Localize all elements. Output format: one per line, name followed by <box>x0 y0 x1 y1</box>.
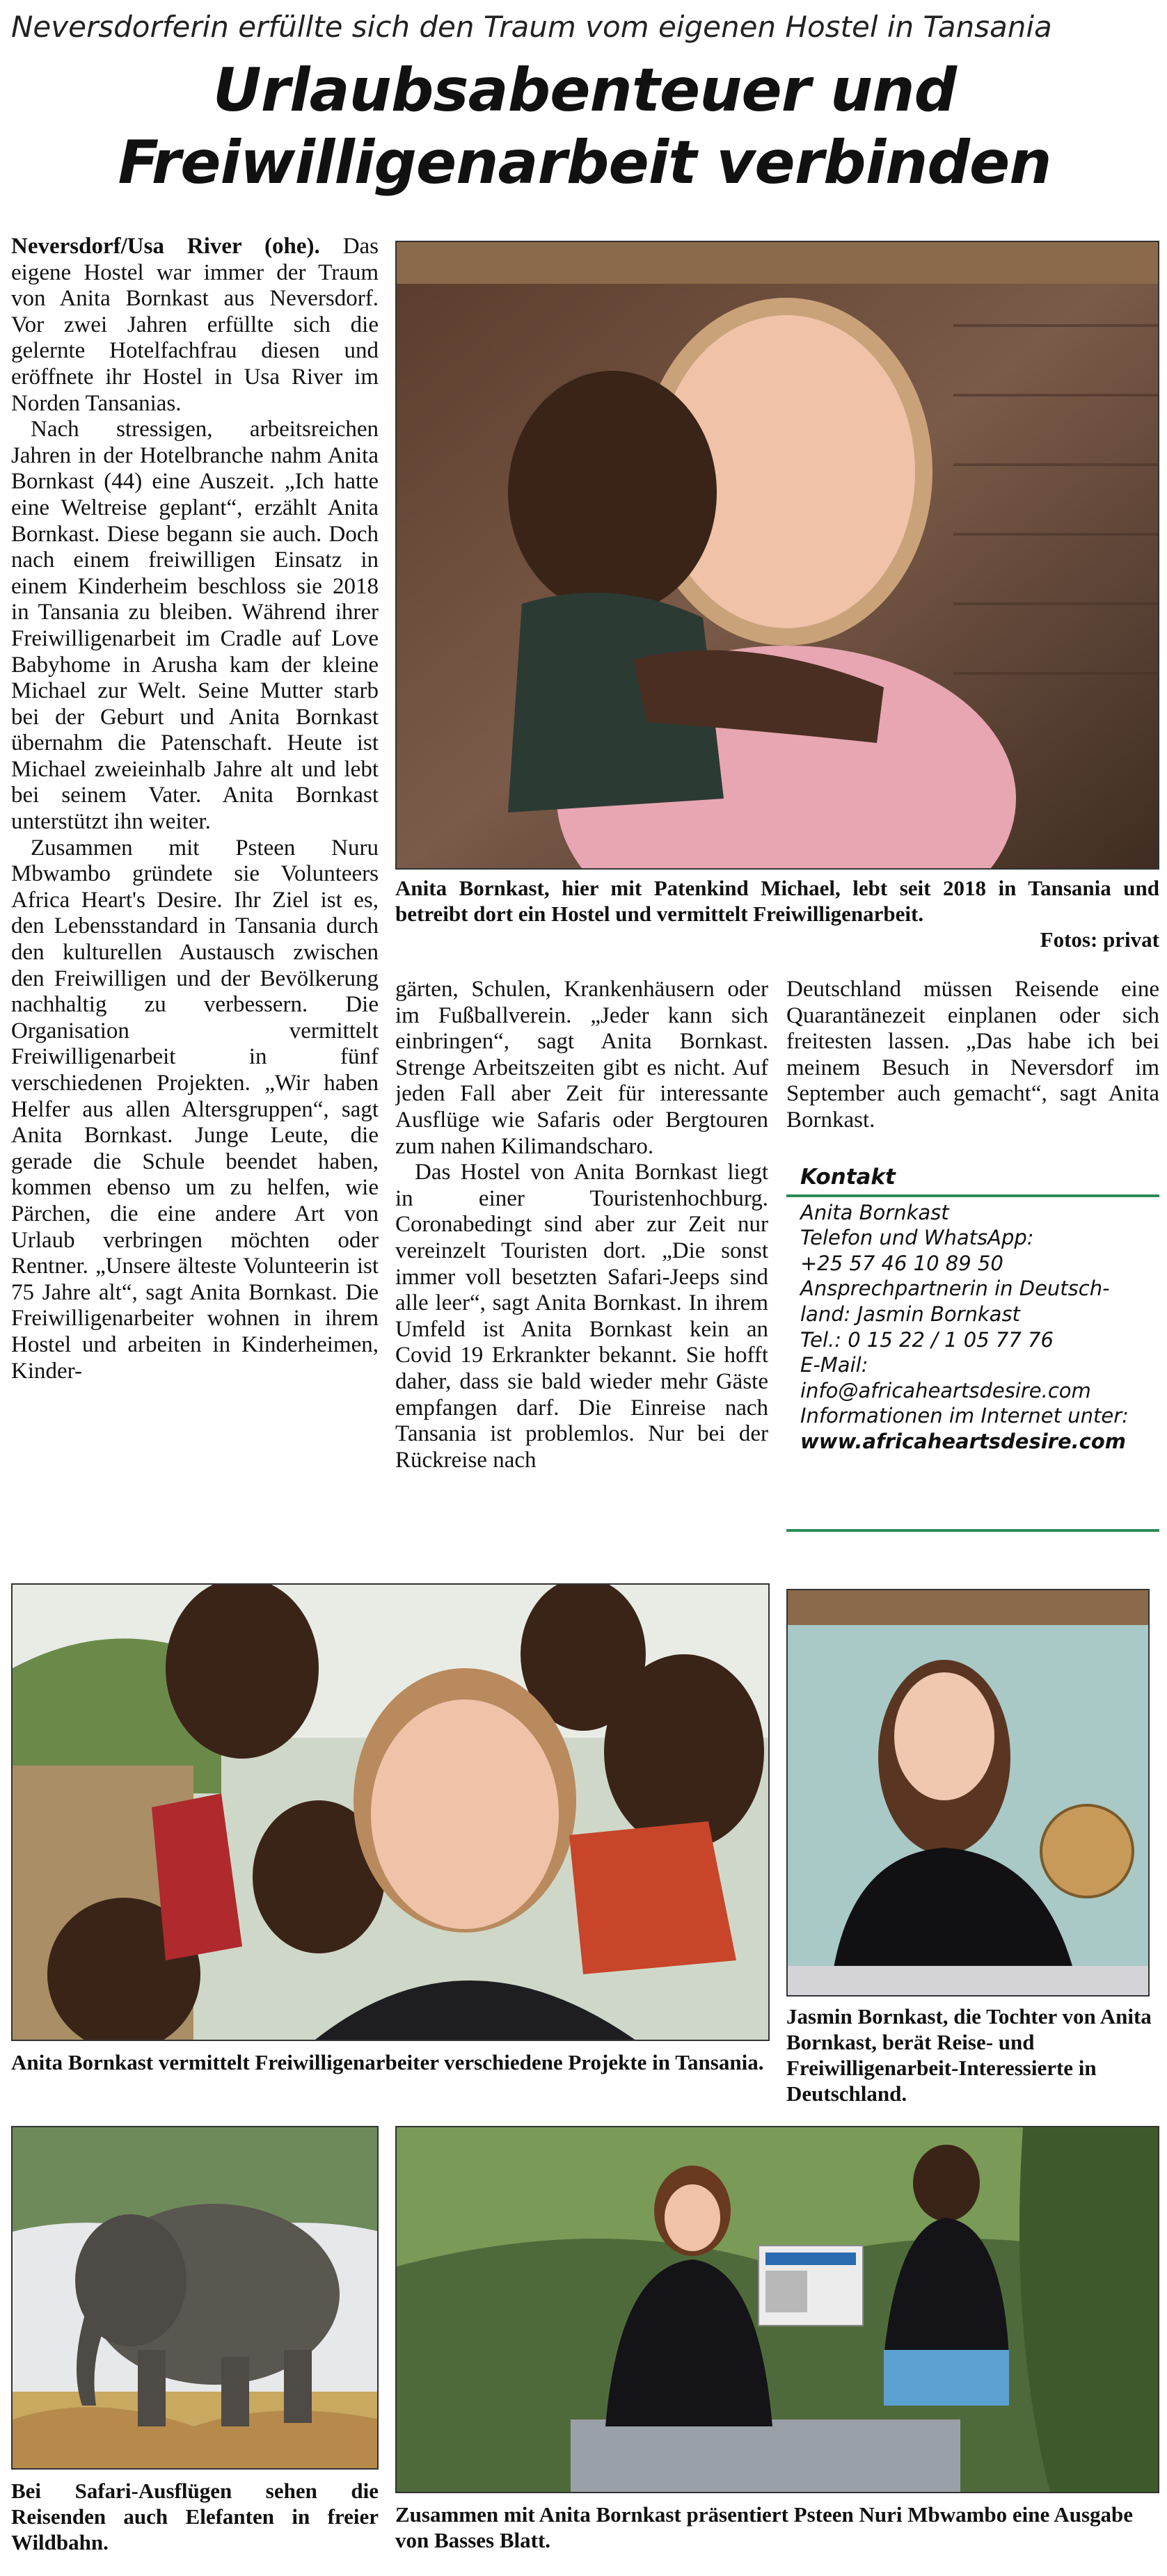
photo-newspaper-presentation-image <box>397 2127 1159 2493</box>
photo-jasmin-with-globe <box>786 1589 1150 1997</box>
kontakt-line: Telefon und WhatsApp: <box>800 1226 1034 1250</box>
kontakt-line: E-Mail: <box>800 1353 868 1377</box>
kontakt-title: Kontakt <box>786 1160 1159 1197</box>
photo-jasmin-with-globe-image <box>788 1590 1150 1997</box>
kicker: Neversdorferin erfüllte sich den Traum vom eigenen Hostel in Tansania <box>11 10 1052 44</box>
headline <box>42 54 1127 199</box>
headline-line-2: Freiwilligenarbeit verbinden <box>118 128 1051 198</box>
article-column-1 <box>11 234 379 1542</box>
photo-elephant-image <box>13 2127 379 2470</box>
photo-anita-with-children <box>11 1583 770 2041</box>
kontakt-website-link[interactable]: www.africaheartsdesire.com <box>800 1429 1126 1453</box>
caption-elephant-photo: Bei Safari-Ausflügen sehen die Reisenden auch Elefanten in freier Wildbahn. <box>11 2479 379 2554</box>
article-paragraph-4: gärten, Schulen, Krankenhäusern oder im Fußballverein. „Jeder kann sich einbringen“, sagt Anita Bornkast. Strenge Arbeitszeiten gibt es nicht. Auf jeden Fall aber Zeit für interessante Ausflüge wie Safaris oder Bergtouren zum nahen Kilimandscharo. <box>395 977 768 1159</box>
kontakt-line: Informationen im Internet unter: <box>800 1404 1129 1428</box>
photo-anita-with-michael <box>395 241 1159 870</box>
photo-newspaper-presentation <box>395 2126 1159 2493</box>
kontakt-line: Tel.: 0 15 22 / 1 05 77 76 <box>800 1327 1054 1352</box>
photo-credit: Fotos: privat <box>1040 927 1159 952</box>
article-paragraph-3: Zusammen mit Psteen Nuru Mbwambo gründete sie Volunteers Africa Heart's Desire. Ihr Ziel ist es, den Lebensstandard in Tansania durch den kulturellen Austausch zwischen den Freiwilligen und der Bevölkerung nachhaltig zu verbessern. Die Organisation vermittelt Freiwilligenarbeit in fünf verschiedenen Projekten. „Wir haben Helfer aus allen Altersgruppen“, sagt Anita Bornkast. Junge Leute, die gerade die Schule beendet haben, kommen ebenso um zu helfen, wie Pärchen, die eine andere Art von Urlaub verbringen möchten oder Rentner. „Unsere älteste Volunteerin ist 75 Jahre alt“, sagt Anita Bornkast. Die Freiwilligenarbeiter wohnen in ihrem Hostel und arbeiten in Kinderheimen, Kinder- <box>11 835 379 1384</box>
caption-newspaper-photo: Zusammen mit Anita Bornkast präsentiert Psteen Nuri Mbwambo eine Ausgabe von Basses Blatt. <box>395 2502 1134 2552</box>
caption-children-photo: Anita Bornkast vermittelt Freiwilligenarbeiter verschiedene Projekte in Tansania. <box>11 2050 764 2074</box>
article-column-3 <box>786 977 1159 1144</box>
kontakt-body <box>786 1197 1159 1455</box>
article-paragraph-1: Das eigene Hostel war immer der Traum von Anita Bornkast aus Neversdorf. Vor zwei Jahren erfüllte sich die gelernte Hotelfachfrau diesen und eröffnete ihr Hostel in Usa River im Norden Tansanias. <box>11 234 379 416</box>
caption-jasmin-photo: Jasmin Bornkast, die Tochter von Anita Bornkast, berät Reise- und Freiwilligenarbeit-Interessierte in Deutschland. <box>786 2004 1152 2106</box>
kontakt-line: land: Jasmin Bornkast <box>800 1302 1020 1326</box>
article-paragraph-5: Das Hostel von Anita Bornkast liegt in einer Touristenhochburg. Coronabedingt sind aber zur Zeit nur vereinzelt Touristen dort. „Die sonst immer voll besetzten Safari-Jeeps sind alle leer“, sagt Anita Bornkast. In ihrem Umfeld ist Anita Bornkast kein an Covid 19 Erkrankter bekannt. Sie hofft daher, dass sie bald wieder mehr Gäste empfangen darf. Die Einreise nach Tansania ist problemlos. Nur bei der Rückreise nach <box>395 1160 768 1473</box>
kontakt-email[interactable]: info@africaheartsdesire.com <box>800 1378 1091 1402</box>
dateline: Neversdorf/Usa River (ohe). <box>11 234 320 259</box>
photo-elephant <box>11 2126 379 2470</box>
photo-anita-with-michael-image <box>397 242 1159 870</box>
article-paragraph-6: Deutschland müssen Reisende eine Quarantänezeit einplanen oder sich freitesten lassen. „Das habe ich bei meinem Besuch in Neversdorf im September auch gemacht“, sagt Anita Bornkast. <box>786 977 1159 1133</box>
headline-line-1: Urlaubsabenteuer und <box>212 56 957 125</box>
article-paragraph-2: Nach stressigen, arbeitsreichen Jahren in der Hotelbranche nahm Anita Bornkast (44) eine Auszeit. „Ich hatte eine Weltreise geplant“, erzählt Anita Bornkast. Diese begann sie auch. Doch nach einem freiwilligen Einsatz in einem Kinderheim beschloss sie 2018 in Tansania zu bleiben. Während ihrer Freiwilligenarbeit im Cradle auf Love Babyhome in Arusha kam der kleine Michael zur Welt. Seine Mutter starb bei der Geburt und Anita Bornkast übernahm die Patenschaft. Heute ist Michael zweieinhalb Jahre alt und lebt bei seinem Vater. Anita Bornkast unterstützt ihn weiter. <box>11 417 379 835</box>
kontakt-box <box>786 1160 1159 1532</box>
kontakt-line: Anita Bornkast <box>800 1200 949 1224</box>
kontakt-line: +25 57 46 10 89 50 <box>800 1251 1003 1275</box>
caption-main-photo: Anita Bornkast, hier mit Patenkind Michael, lebt seit 2018 in Tansania und betreibt dort ein Hostel und vermittelt Freiwilligenarbeit. Fotos: privat <box>395 876 1159 952</box>
article-column-2 <box>395 977 768 1533</box>
photo-anita-with-children-image <box>13 1585 770 2041</box>
kontakt-line: Ansprechpartnerin in Deutsch- <box>800 1277 1110 1301</box>
